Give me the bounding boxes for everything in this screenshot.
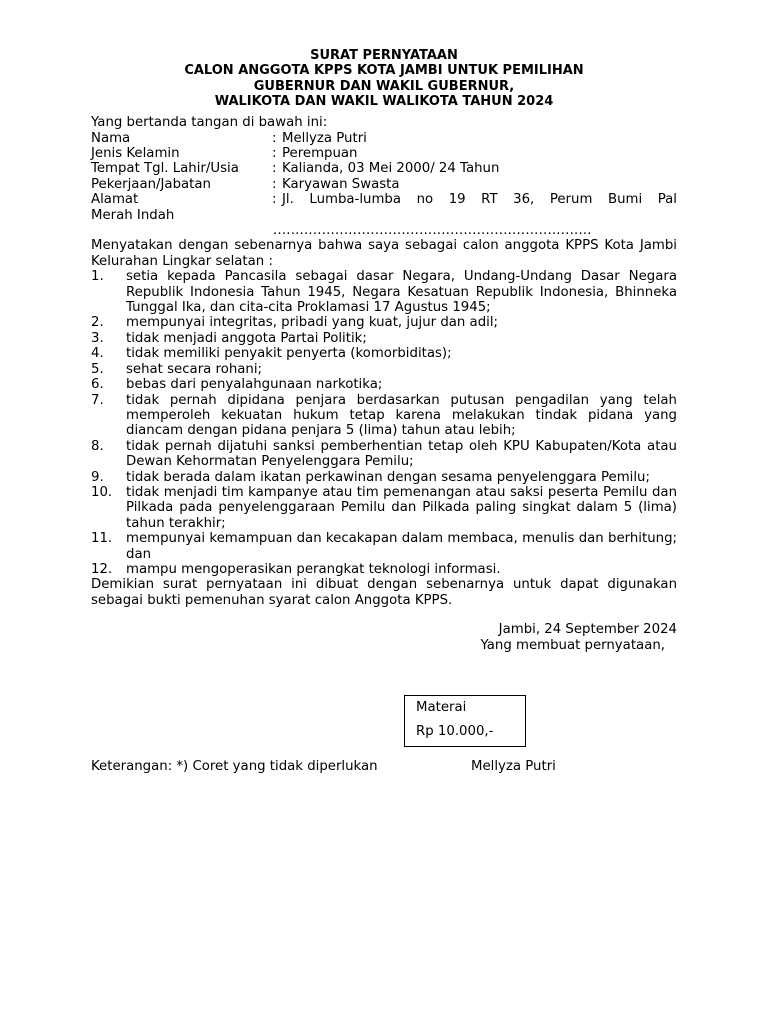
list-item: [91, 346, 677, 361]
list-item: [91, 531, 677, 562]
materai-label: Materai: [416, 700, 467, 715]
field-nama: [91, 131, 677, 146]
list-item-number: 5.: [91, 361, 104, 377]
list-item-number: 2.: [91, 315, 104, 331]
field-value: Jl. Lumba-lumba no 19 RT 36, Perum Bumi Pal: [282, 192, 677, 208]
field-label: Jenis Kelamin: [91, 146, 180, 161]
list-item-text: tidak menjadi anggota Partai Politik;: [126, 330, 367, 346]
field-label: Nama: [91, 130, 131, 146]
list-item-number: 4.: [91, 346, 104, 362]
list-item: [91, 315, 677, 330]
materai-amount: Rp 10.000,-: [416, 724, 494, 740]
list-item-text: mempunyai kemampuan dan kecakapan dalam membaca, menulis dan berhitung; dan: [126, 531, 677, 562]
list-item-number: 1.: [91, 269, 104, 285]
statement-text: Menyatakan dengan sebenarnya bahwa saya sebagai calon anggota KPPS Kota Jambi Kelurahan Lingkar selatan :: [91, 238, 677, 269]
list-item: [91, 377, 677, 392]
title-line-3: GUBERNUR DAN WAKIL GUBERNUR,: [253, 78, 515, 94]
field-label: Alamat: [91, 192, 139, 208]
list-item-text: bebas dari penyalahgunaan narkotika;: [126, 377, 383, 393]
list-item: [91, 470, 677, 485]
document-page: [91, 48, 677, 653]
field-alamat: [91, 192, 677, 207]
field-tempat-tgl-lahir: [91, 161, 677, 176]
field-pekerjaan: [91, 177, 677, 192]
field-value: Karyawan Swasta: [282, 176, 400, 192]
list-item: [91, 562, 677, 577]
list-item-text: sehat secara rohani;: [126, 361, 263, 377]
list-item-number: 9.: [91, 469, 104, 485]
list-item-text: mampu mengoperasikan perangkat teknologi informasi.: [126, 561, 501, 577]
address-dots: ........................................................................: [273, 223, 592, 239]
materai-stamp-box: [404, 695, 526, 747]
field-colon: :: [272, 176, 277, 192]
field-colon: :: [272, 192, 277, 208]
intro-text: Yang bertanda tangan di bawah ini:: [91, 115, 328, 131]
list-item: [91, 439, 677, 470]
list-item-number: 3.: [91, 330, 104, 346]
list-item-text: setia kepada Pancasila sebagai dasar Negara, Undang-Undang Dasar Negara Republik Indonesia Tahun 1945, Negara Kesatuan Republik Indonesia, Bhinneka Tunggal Ika, dan cita-cita Proklamasi 17 Agustus 1945;: [126, 269, 677, 316]
place-date: Jambi, 24 September 2024: [498, 622, 677, 638]
list-item-number: 7.: [91, 392, 104, 408]
list-item-text: tidak pernah dijatuhi sanksi pemberhentian tetap oleh KPU Kabupaten/Kota atau Dewan Kehormatan Penyelenggara Pemilu;: [126, 438, 677, 470]
field-colon: :: [272, 161, 277, 177]
field-value: Kalianda, 03 Mei 2000/ 24 Tahun: [282, 161, 500, 177]
title-line-4: WALIKOTA DAN WAKIL WALIKOTA TAHUN 2024: [214, 93, 554, 109]
requirements-list: [91, 269, 677, 577]
field-value: Mellyza Putri: [282, 130, 367, 146]
list-item-text: tidak berada dalam ikatan perkawinan dengan sesama penyelenggara Pemilu;: [126, 469, 650, 485]
list-item-number: 8.: [91, 438, 104, 454]
field-label: Tempat Tgl. Lahir/Usia: [91, 161, 239, 177]
list-item: [91, 331, 677, 346]
list-item-number: 11.: [91, 531, 113, 547]
list-item-number: 10.: [91, 484, 113, 500]
signer-name: Mellyza Putri: [471, 759, 556, 774]
document-title: [91, 48, 677, 109]
address-continuation: Merah Indah: [91, 207, 175, 223]
list-item-text: tidak memiliki penyakit penyerta (komorbiditas);: [126, 346, 452, 362]
field-jenis-kelamin: [91, 146, 677, 161]
field-colon: :: [272, 146, 277, 161]
list-item-text: tidak pernah dipidana penjara berdasarkan putusan pengadilan yang telah memperoleh kekuatan hukum tetap karena melakukan tindak pidana yang diancam dengan pidana penjara 5 (lima) tahun atau lebih;: [126, 392, 677, 439]
title-line-2: CALON ANGGOTA KPPS KOTA JAMBI UNTUK PEMILIHAN: [184, 63, 584, 79]
list-item: [91, 393, 677, 439]
maker-label: Yang membuat pernyataan,: [480, 637, 665, 653]
list-item: [91, 485, 677, 531]
field-value: Perempuan: [282, 146, 358, 161]
field-colon: :: [272, 130, 277, 146]
list-item-text: tidak menjadi tim kampanye atau tim pemenangan atau saksi peserta Pemilu dan Pilkada pada penyelenggaraan Pemilu dan Pilkada paling singkat dalam 5 (lima) tahun terakhir;: [126, 484, 677, 531]
list-item: [91, 269, 677, 315]
signature-block: [91, 622, 677, 653]
note-text: Keterangan: *) Coret yang tidak diperlukan: [91, 759, 378, 774]
list-item-number: 12.: [91, 561, 113, 577]
list-item-number: 6.: [91, 377, 104, 393]
identity-fields: [91, 131, 677, 239]
closing-text: Demikian surat pernyataan ini dibuat dengan sebenarnya untuk dapat digunakan sebagai bukti pemenuhan syarat calon Anggota KPPS.: [91, 577, 677, 608]
title-line-1: SURAT PERNYATAAN: [310, 48, 458, 63]
list-item: [91, 362, 677, 377]
field-label: Pekerjaan/Jabatan: [91, 176, 211, 192]
list-item-text: mempunyai integritas, pribadi yang kuat, jujur dan adil;: [126, 315, 499, 331]
